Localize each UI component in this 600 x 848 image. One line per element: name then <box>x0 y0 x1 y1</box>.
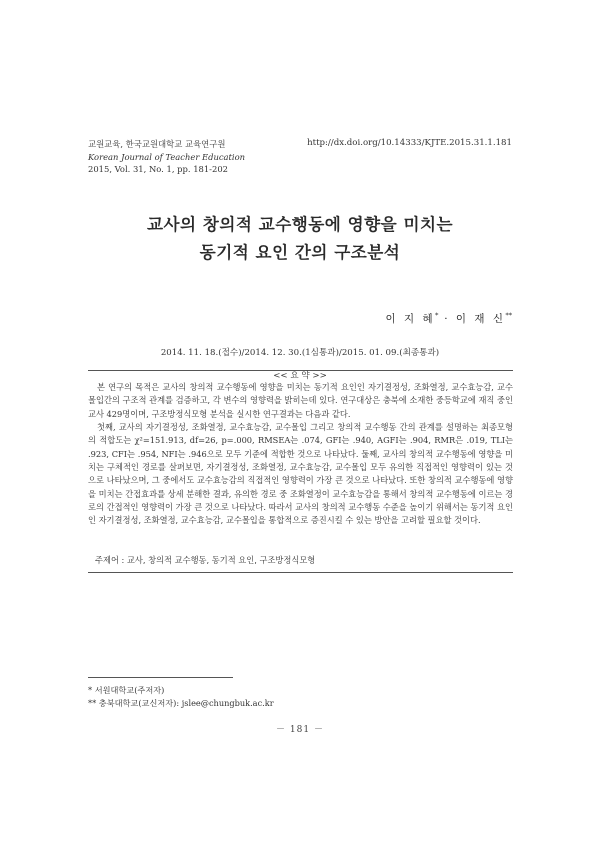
publisher-line: 교원교육, 한국교원대학교 교육연구원 <box>88 139 226 149</box>
abstract-paragraph-2: 첫째, 교사의 자기결정성, 조화열정, 교수효능감, 교수몰입 그리고 창의적 교수행동 간의 관계를 설명하는 최종모형의 적합도는 χ²=151.913, df=26, p=.000, RMSEA는 .074, GFI는 .940, AGFI는 .904, RMR은 .019, TLI는 .923, CFI는 .954, NFI는 .946으로 모두 기준에 적합한 것으로 나타났다. 둘째, 교사의 창의적 교수행동에 영향을 미치는 구체적인 경로를 살펴보면, 자기결정성, 조화열정, 교수효능감, 교수몰입 모두 유의한 직접적인 영향력이 있는 것으로 나타났으며, 그 중에서도 교수효능감의 직접적인 영향력이 가장 큰 것으로 나타났다. 또한 창의적 교수행동에 영향을 미치는 간접효과를 상세 분해한 결과, 유의한 경로 중 조화열정이 교수효능감을 통해서 창의적 교수행동에 이르는 경로의 간접적인 영향력이 가장 큰 것으로 나타났다. 따라서 교사의 창의적 교수행동 수준을 높이기 위해서는 동기적 요인인 자기결정성, 조화열정, 교수효능감, 교수몰입을 통합적으로 증진시킬 수 있는 방안을 고려할 필요할 것이다. <box>88 422 513 526</box>
page-top-band <box>0 0 600 58</box>
submission-dates: 2014. 11. 18.(접수)/2014. 12. 30.(1심통과)/2015. 01. 09.(최종통과) <box>160 348 440 358</box>
author-2: 이 재 신 <box>455 313 506 325</box>
journal-header <box>88 138 245 176</box>
footnote-2: ** 충북대학교(교신저자): jslee@chungbuk.ac.kr <box>88 698 274 708</box>
page-number: － 181 － <box>276 725 324 735</box>
paper-title <box>60 211 540 267</box>
author-list <box>386 311 512 326</box>
doi-link[interactable]: http://dx.doi.org/10.14333/KJTE.2015.31.1.181 <box>307 138 512 148</box>
author-1-mark: * <box>435 311 439 320</box>
keywords: 주제어 : 교사, 창의적 교수행동, 동기적 요인, 구조방정식모형 <box>95 555 316 565</box>
author-1: 이 지 혜 <box>385 313 436 325</box>
footnotes <box>88 684 274 710</box>
title-line-2: 동기적 요인 간의 구조분석 <box>199 243 401 262</box>
footnote-rule <box>88 677 233 678</box>
abstract-paragraph-1: 본 연구의 목적은 교사의 창의적 교수행동에 영향을 미치는 동기적 요인인 자기결정성, 조화열정, 교수효능감, 교수몰입간의 구조적 관계를 검증하고, 각 변수의 영향력을 밝히는데 있다. 연구대상은 충북에 소재한 중등학교에 재직 중인 교사 429명이며, 구조방정식모형 분석을 실시한 연구결과는 다음과 같다. <box>88 382 513 419</box>
author-2-mark: ** <box>505 311 512 320</box>
abstract-body <box>88 381 513 528</box>
author-separator: · <box>438 313 456 325</box>
keywords-bottom-rule <box>88 572 513 573</box>
title-line-1: 교사의 창의적 교수행동에 영향을 미치는 <box>146 215 454 234</box>
footnote-1: * 서원대학교(주저자) <box>88 685 165 695</box>
journal-english-title: Korean Journal of Teacher Education <box>88 151 246 162</box>
volume-line: 2015, Vol. 31, No. 1, pp. 181-202 <box>88 164 228 174</box>
abstract-heading-wrap <box>0 363 600 382</box>
abstract-heading: << 요 약 >> <box>267 371 333 381</box>
